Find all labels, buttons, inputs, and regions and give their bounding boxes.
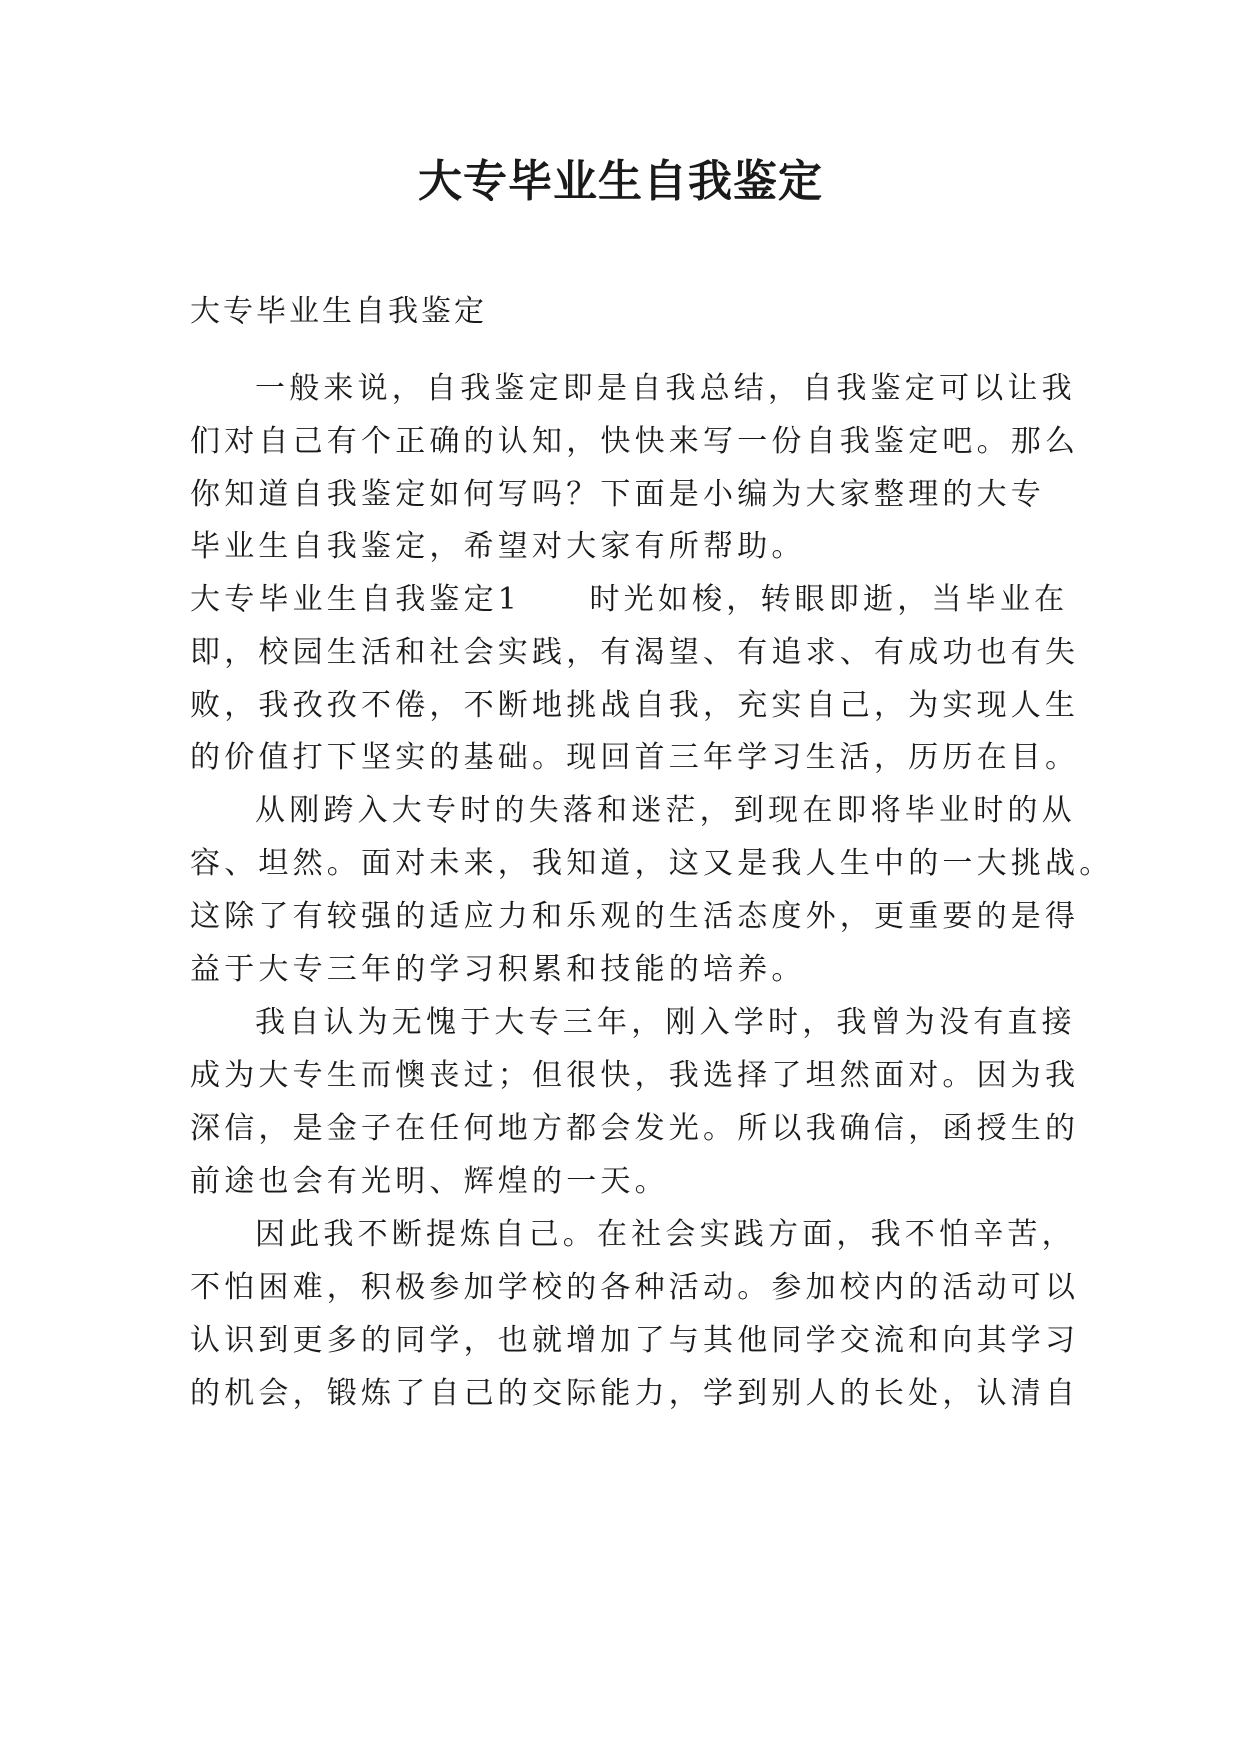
paragraph-line: 益于大专三年的学习积累和技能的培养。 [190, 952, 806, 987]
paragraph-line: 认识到更多的同学，也就增加了与其他同学交流和向其学习 [190, 1323, 1080, 1358]
paragraph-line: 容、坦然。面对未来，我知道，这又是我人生中的一大挑战。 [190, 846, 1114, 881]
document-title: 大专毕业生自我鉴定 [418, 156, 823, 207]
paragraph-line: 你知道自我鉴定如何写吗？下面是小编为大家整理的大专 [190, 477, 1045, 512]
paragraph-line: 从刚跨入大专时的失落和迷茫，到现在即将毕业时的从 [255, 793, 1076, 828]
paragraph-line: 因此我不断提炼自己。在社会实践方面，我不怕辛苦， [255, 1217, 1076, 1252]
paragraph-line: 败，我孜孜不倦，不断地挑战自我，充实自己，为实现人生 [190, 688, 1080, 723]
paragraph-line: 大专毕业生自我鉴定1 时光如梭，转眼即逝，当毕业在 [190, 582, 1069, 617]
paragraph-line: 成为大专生而懊丧过；但很快，我选择了坦然面对。因为我 [190, 1058, 1080, 1093]
paragraph-line: 毕业生自我鉴定，希望对大家有所帮助。 [190, 529, 806, 564]
paragraph-line: 深信，是金子在任何地方都会发光。所以我确信，函授生的 [190, 1111, 1080, 1146]
paragraph-line: 一般来说，自我鉴定即是自我总结，自我鉴定可以让我 [255, 371, 1076, 406]
paragraph-line: 不怕困难，积极参加学校的各种活动。参加校内的活动可以 [190, 1270, 1080, 1305]
paragraph-line: 这除了有较强的适应力和乐观的生活态度外，更重要的是得 [190, 899, 1080, 934]
paragraph-line: 即，校园生活和社会实践，有渴望、有追求、有成功也有失 [190, 635, 1080, 670]
document-subtitle: 大专毕业生自我鉴定 [190, 294, 487, 329]
paragraph-line: 们对自己有个正确的认知，快快来写一份自我鉴定吧。那么 [190, 424, 1080, 459]
paragraph-line: 的机会，锻炼了自己的交际能力，学到别人的长处，认清自 [190, 1376, 1080, 1411]
paragraph-line: 前途也会有光明、辉煌的一天。 [190, 1164, 669, 1199]
paragraph-line: 的价值打下坚实的基础。现回首三年学习生活，历历在目。 [190, 740, 1080, 775]
paragraph-line: 我自认为无愧于大专三年，刚入学时，我曾为没有直接 [255, 1005, 1076, 1040]
